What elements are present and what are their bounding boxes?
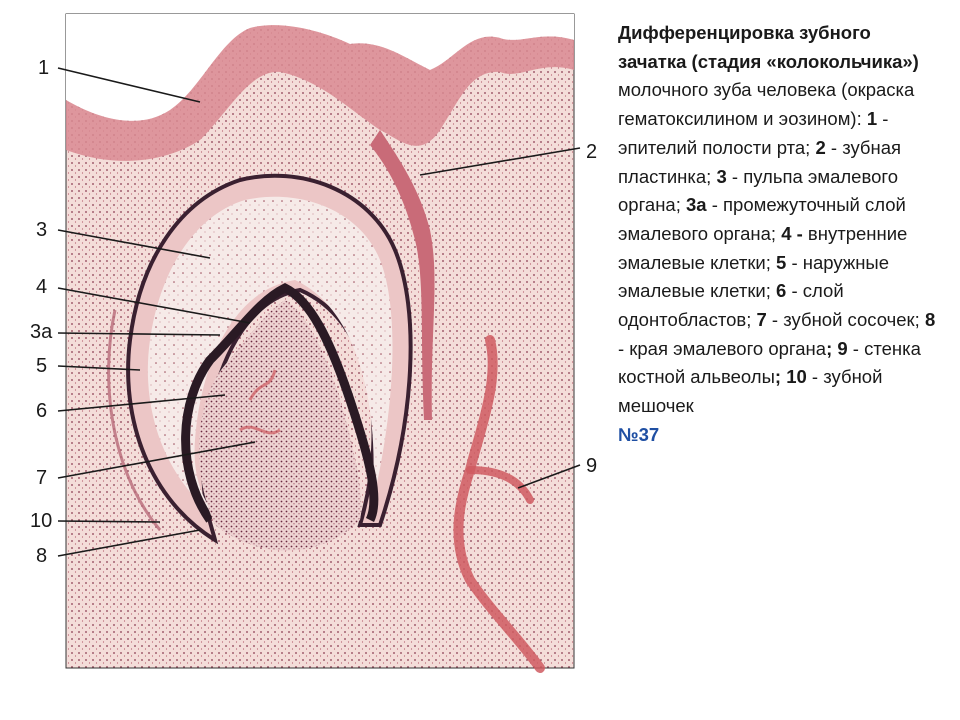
legend-text-1: - эпителий полости рта; — [618, 108, 889, 158]
figure-number: №37 — [618, 423, 660, 445]
label-1: 1 — [38, 57, 50, 79]
caption-description: молочного зуба человека (окраска гематоксилином и эозином): — [618, 79, 915, 130]
legend-text-10: - зубной мешочек — [618, 366, 883, 417]
legend-text-4: внутренние эмалевые клетки; — [618, 222, 908, 273]
legend-num-3: 3 — [716, 165, 727, 187]
legend-text-3: - пульпа эмалевого органа; — [618, 165, 899, 216]
label-8: 8 — [36, 545, 48, 567]
legend-num-8: 8 — [924, 309, 936, 331]
figure-caption — [618, 19, 943, 450]
legend-text-6: - слой одонтобластов; — [618, 280, 844, 331]
label-7: 7 — [36, 467, 48, 489]
label-10: 10 — [30, 510, 53, 532]
legend-num-10: ; 10 — [774, 366, 807, 388]
legend-num-9: ; 9 — [826, 337, 848, 359]
legend-text-5: - наружные эмалевые клетки; — [618, 251, 890, 302]
legend-text-2: - зубная пластинка; — [618, 136, 902, 187]
legend-num-1: 1 — [866, 108, 878, 130]
legend-num-2: 2 — [815, 136, 826, 158]
legend-num-5: 5 — [776, 251, 787, 273]
legend-num-7: 7 — [756, 309, 767, 331]
legend-text-8: - края эмалевого органа — [618, 337, 827, 359]
legend-num-3a: 3а — [686, 194, 707, 216]
label-5: 5 — [36, 355, 48, 377]
legend-text-9: - стенка костной альвеолы — [618, 337, 921, 388]
legend-num-4: 4 - — [781, 222, 803, 244]
label-4: 4 — [36, 276, 48, 298]
label-3a: 3а — [30, 321, 53, 343]
label-3: 3 — [36, 219, 48, 241]
caption-title: Дифференцировка зубного зачатка (стадия «колокольчика») — [618, 22, 919, 72]
leader-10 — [58, 521, 160, 522]
label-6: 6 — [36, 400, 48, 422]
legend-num-6: 6 — [776, 280, 787, 302]
label-2: 2 — [586, 141, 598, 163]
label-9: 9 — [586, 455, 598, 477]
legend-text-3a: - промежуточный слой эмалевого органа; — [618, 194, 906, 244]
legend-text-7: - зубной сосочек; — [766, 309, 925, 331]
